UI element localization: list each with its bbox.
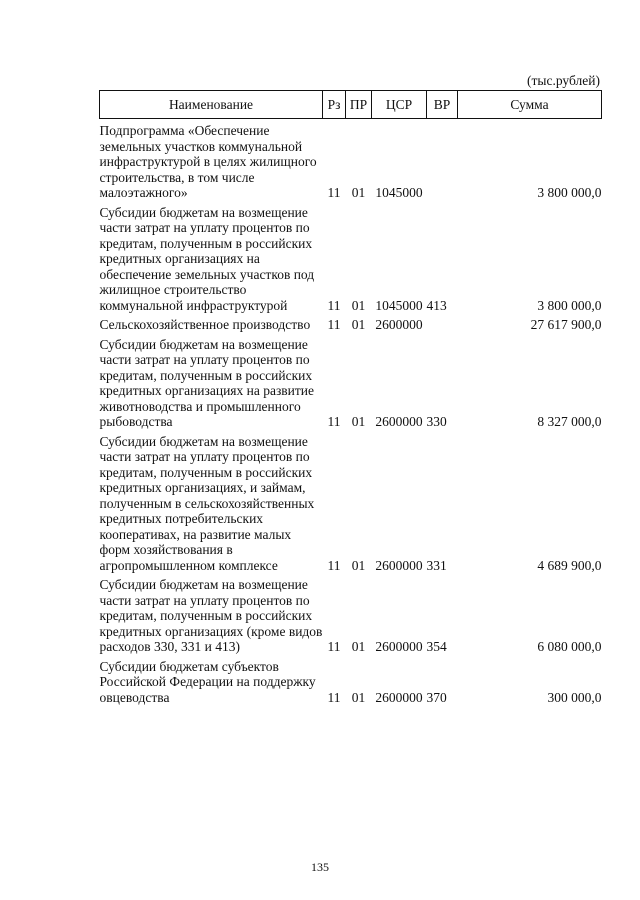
- row-sum: 3 800 000,0: [537, 297, 602, 313]
- table-row: [100, 659, 602, 706]
- row-sum: 4 689 900,0: [537, 557, 602, 573]
- row-name: Субсидии бюджетам на возмещение части затрат на уплату процентов по кредитам, полученным в российских кредитных организациях на обеспечение земельных участков под жилищное строительство коммунальной инфраструктурой: [99, 204, 315, 313]
- row-pr: 01: [351, 414, 366, 429]
- row-rz: 11: [327, 557, 341, 573]
- row-name: Субсидии бюджетам субъектов Российской Федерации на поддержку овцеводства: [99, 658, 316, 705]
- table-header-row: [100, 91, 602, 119]
- budget-table: [99, 90, 602, 705]
- table-row: [100, 317, 602, 333]
- header-rz: Рз: [323, 91, 346, 119]
- row-vr: [427, 317, 458, 333]
- units-label: (тыс.рублей): [527, 73, 600, 88]
- row-rz: 11: [327, 297, 341, 313]
- row-vr: [427, 123, 458, 201]
- row-sum: 8 327 000,0: [537, 414, 602, 429]
- row-csr: 2600000: [375, 639, 423, 654]
- row-rz: 11: [327, 689, 341, 705]
- row-sum: 3 800 000,0: [537, 185, 602, 200]
- row-name: Субсидии бюджетам на возмещение части затрат на уплату процентов по кредитам, полученным в российских кредитных организациях (кроме видов расходов 330, 331 и 413): [99, 577, 323, 654]
- row-sum: 27 617 900,0: [530, 317, 602, 332]
- row-name: Подпрограмма «Обеспечение земельных участков коммунальной инфраструктурой в целях жилищного строительства, в том числе малоэтажного»: [99, 123, 317, 200]
- row-pr: 01: [351, 185, 366, 200]
- row-pr: 01: [351, 557, 366, 573]
- table-row: [100, 577, 602, 655]
- table-row: [100, 337, 602, 430]
- row-rz: 11: [327, 414, 341, 429]
- row-pr: 01: [351, 297, 366, 313]
- row-name: Сельскохозяйственное производство: [99, 317, 311, 332]
- row-vr: 331: [426, 557, 447, 573]
- row-sum: 300 000,0: [547, 689, 602, 705]
- row-vr: 354: [426, 639, 447, 654]
- row-vr: 413: [426, 297, 447, 313]
- header-pr: ПР: [346, 91, 372, 119]
- row-pr: 01: [351, 639, 366, 654]
- row-rz: 11: [327, 639, 341, 654]
- page-number: 135: [311, 860, 329, 874]
- row-csr: 2600000: [375, 317, 423, 332]
- table-row: [100, 205, 602, 314]
- row-name: Субсидии бюджетам на возмещение части затрат на уплату процентов по кредитам, полученным в российских кредитных организациях на развитие животноводства и промышленного рыбоводства: [99, 336, 315, 429]
- header-name: Наименование: [100, 91, 323, 119]
- row-csr: 2600000: [375, 689, 423, 705]
- row-name: Субсидии бюджетам на возмещение части затрат на уплату процентов по кредитам, полученным в российских кредитных организациях, и займам, полученным в сельскохозяйственных кредитных потребительских кооперативах, на развитие малых форм хозяйствования в агропромышленном комплексе: [99, 433, 315, 573]
- header-csr: ЦСР: [372, 91, 427, 119]
- row-csr: 1045000: [375, 297, 423, 313]
- row-pr: 01: [351, 689, 366, 705]
- header-vr: ВР: [427, 91, 458, 119]
- row-csr: 2600000: [375, 557, 423, 573]
- row-pr: 01: [351, 317, 366, 332]
- row-rz: 11: [327, 317, 341, 332]
- row-vr: 330: [426, 414, 447, 429]
- row-sum: 6 080 000,0: [537, 639, 602, 654]
- row-rz: 11: [327, 185, 341, 200]
- header-sum: Сумма: [458, 91, 602, 119]
- row-csr: 2600000: [375, 414, 423, 429]
- table-row: [100, 123, 602, 201]
- table-row: [100, 434, 602, 574]
- row-csr: 1045000: [375, 185, 423, 200]
- row-vr: 370: [426, 689, 447, 705]
